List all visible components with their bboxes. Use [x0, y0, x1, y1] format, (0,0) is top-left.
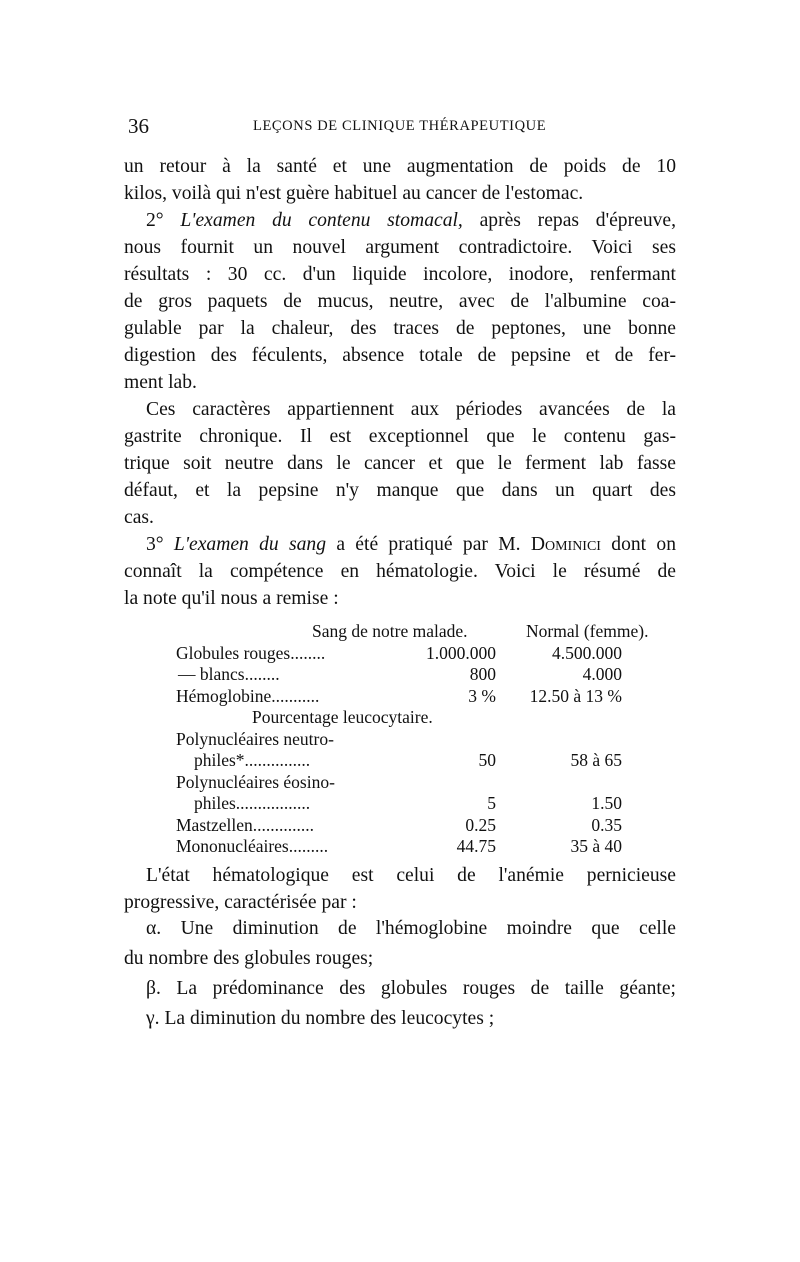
- table-row: [176, 815, 696, 837]
- row-value: 1.000.000: [426, 642, 496, 663]
- section-number: 2°: [146, 210, 181, 231]
- paragraph-line: la note qu'il nous a remise :: [124, 588, 339, 609]
- row-label: Mononucléaires.........: [176, 836, 329, 856]
- row-normal: 4.000: [582, 664, 622, 684]
- body-text-upper: [124, 153, 676, 612]
- paragraph-line: de gros paquets de mucus, neutre, avec de l'albumine coa-: [124, 291, 676, 312]
- paragraph-text: a été pratiqué par M.: [326, 534, 531, 555]
- row-value: 0.25: [465, 814, 496, 835]
- row-label: Globules rouges........: [176, 642, 326, 663]
- list-item: β. La prédominance des globules rouges de taille géante;: [146, 978, 676, 999]
- table-row: [176, 836, 696, 858]
- paragraph-line: nous fournit un nouvel argument contradictoire. Voici ses: [124, 237, 676, 258]
- paragraph-line: [124, 531, 676, 558]
- paragraph-line: trique soit neutre dans le cancer et que le ferment lab fasse: [124, 453, 676, 474]
- subheader-label: Pourcentage leucocytaire.: [252, 707, 433, 727]
- paragraph-line: progressive, caractérisée par :: [124, 892, 357, 913]
- row-normal: 35 à 40: [570, 836, 622, 856]
- paragraph-line: ment lab.: [124, 372, 197, 393]
- section-title: L'examen du sang: [173, 534, 327, 555]
- row-label: Hémoglobine...........: [176, 685, 320, 706]
- table-row: [176, 750, 696, 772]
- blood-table: [176, 621, 696, 858]
- table-row: [176, 729, 696, 751]
- paragraph-line: Ces caractères appartiennent aux périodes avancées de la: [146, 399, 676, 420]
- table-row: [176, 686, 696, 708]
- author-name: Dominici: [530, 534, 601, 555]
- row-normal: 12.50 à 13 %: [529, 685, 622, 706]
- section-number: 3°: [146, 534, 174, 555]
- paragraph-line: kilos, voilà qui n'est guère habituel au cancer de l'estomac.: [124, 183, 584, 204]
- column-header-normal: Normal (femme).: [526, 621, 649, 641]
- paragraph-line: L'état hématologique est celui de l'anémie pernicieuse: [146, 865, 676, 886]
- paragraph-line: défaut, et la pepsine n'y manque que dans un quart des: [124, 480, 676, 501]
- row-normal: 58 à 65: [570, 750, 622, 770]
- paragraph-line: cas.: [124, 507, 154, 528]
- list-item: du nombre des globules rouges;: [124, 948, 374, 969]
- row-value: 5: [487, 793, 496, 813]
- column-header-patient: Sang de notre malade.: [312, 621, 468, 641]
- section-title: L'examen du contenu stomacal,: [180, 210, 463, 231]
- list-item: α. Une diminution de l'hémoglobine moindre que celle: [146, 918, 676, 939]
- row-label: Polynucléaires neutro-: [176, 728, 334, 749]
- paragraph-line: gulable par la chaleur, des traces de peptones, une bonne: [124, 318, 676, 339]
- row-label: Mastzellen..............: [176, 814, 315, 835]
- table-row: [176, 643, 696, 665]
- paragraph-text: après repas d'épreuve,: [462, 210, 677, 231]
- table-row: [176, 793, 696, 815]
- row-label: — blancs........: [178, 664, 280, 684]
- table-row: [176, 664, 696, 686]
- paragraph-line: résultats : 30 cc. d'un liquide incolore, inodore, renfermant: [124, 264, 676, 285]
- row-label: Polynucléaires éosino-: [176, 771, 335, 792]
- table-header-row: [176, 621, 696, 643]
- row-normal: 4.500.000: [552, 642, 622, 663]
- row-value: 3 %: [468, 685, 496, 706]
- table-row: [176, 772, 696, 794]
- characteristics-list: [124, 914, 676, 1034]
- row-value: 50: [478, 750, 496, 770]
- paragraph-line: gastrite chronique. Il est exceptionnel que le contenu gas-: [124, 426, 676, 447]
- paragraph-text: dont on: [600, 534, 676, 555]
- paragraph-line: digestion des féculents, absence totale de pepsine et de fer-: [124, 345, 676, 366]
- row-label: philes*...............: [194, 750, 311, 770]
- page-number: 36: [128, 114, 149, 138]
- body-text-conclusion: [124, 862, 676, 916]
- row-label: philes.................: [194, 793, 311, 813]
- paragraph-line: [124, 207, 676, 234]
- paragraph-line: un retour à la santé et une augmentation de poids de 10: [124, 156, 676, 177]
- table-subheader: [176, 707, 696, 729]
- page-header: [128, 114, 672, 144]
- row-value: 44.75: [456, 836, 496, 856]
- row-value: 800: [469, 664, 496, 684]
- row-normal: 0.35: [591, 814, 622, 835]
- paragraph-line: connaît la compétence en hématologie. Voici le résumé de: [124, 561, 676, 582]
- row-normal: 1.50: [591, 793, 622, 813]
- list-item: γ. La diminution du nombre des leucocytes ;: [146, 1008, 495, 1029]
- running-title: LEÇONS DE CLINIQUE THÉRAPEUTIQUE: [253, 118, 547, 134]
